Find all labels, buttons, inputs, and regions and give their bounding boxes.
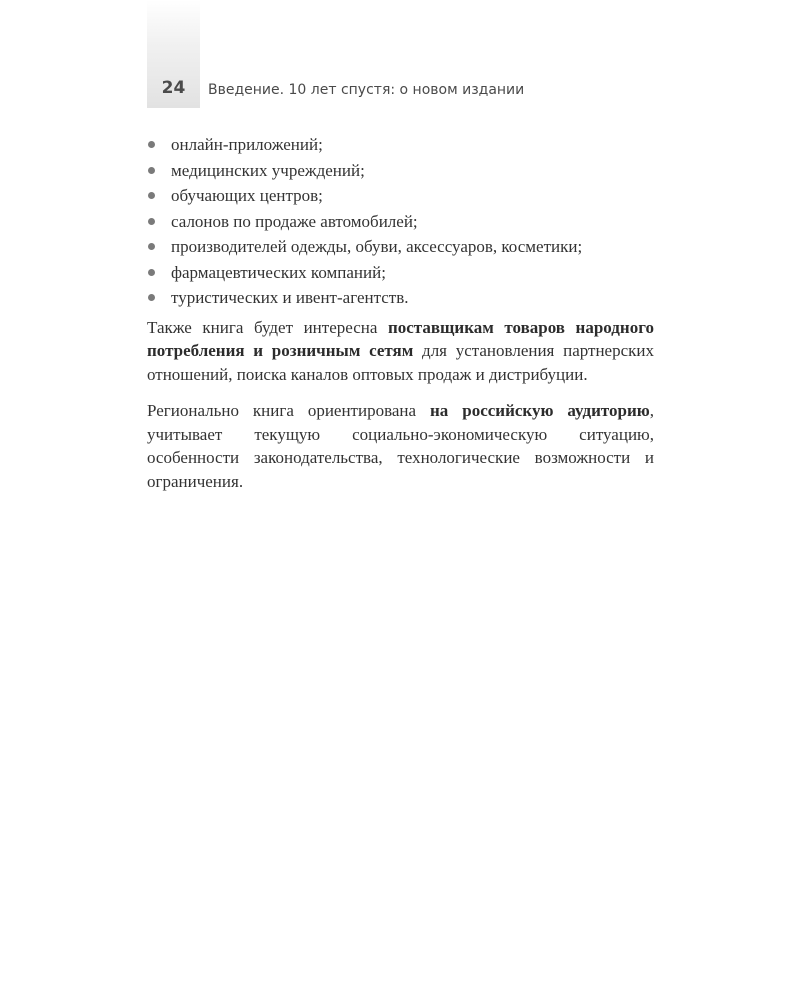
list-item — [147, 183, 654, 209]
list-item-text: туристических и ивент-агентств. — [171, 288, 409, 307]
list-item — [147, 209, 654, 235]
bullet-list — [147, 132, 654, 311]
list-item — [147, 285, 654, 311]
paragraph-emphasis: поставщикам товаров народного потребления и розничным сетям — [147, 317, 654, 360]
paragraph-text: Также книга будет интересна — [147, 317, 388, 337]
paragraph-target-audience — [147, 316, 654, 387]
bullet-icon — [148, 141, 155, 148]
list-item — [147, 234, 654, 260]
list-item-text: производителей одежды, обуви, аксессуаров, косметики; — [171, 237, 583, 256]
paragraph-emphasis: на российскую аудиторию — [430, 401, 650, 420]
paragraph-regional-focus — [147, 399, 654, 493]
list-item — [147, 260, 654, 286]
page-body — [147, 132, 654, 493]
page-number: 24 — [161, 78, 186, 98]
list-item-text: медицинских учреждений; — [171, 160, 365, 180]
bullet-icon — [148, 243, 155, 250]
running-header: Введение. 10 лет спустя: о новом издании — [208, 82, 525, 98]
list-item — [147, 132, 654, 158]
bullet-icon — [148, 192, 155, 199]
bullet-icon — [148, 218, 155, 225]
list-item-text: фармацевтических компаний; — [171, 262, 386, 282]
paragraph-text: , учитывает текущую социально-экономическую ситуацию, особенности законодательства, технологические возможности и ограничения. — [147, 401, 654, 491]
paragraph-text: Регионально книга ориентирована — [147, 401, 431, 420]
bullet-icon — [148, 294, 155, 301]
list-item — [147, 158, 654, 184]
paragraph-text: для установления партнерских отношений, поиска каналов оптовых продаж и дистрибуции. — [147, 341, 654, 384]
bullet-icon — [148, 167, 155, 174]
bullet-icon — [148, 269, 155, 276]
list-item-text: салонов по продаже автомобилей; — [171, 211, 418, 231]
list-item-text: обучающих центров; — [171, 186, 323, 205]
list-item-text: онлайн-приложений; — [171, 135, 323, 154]
